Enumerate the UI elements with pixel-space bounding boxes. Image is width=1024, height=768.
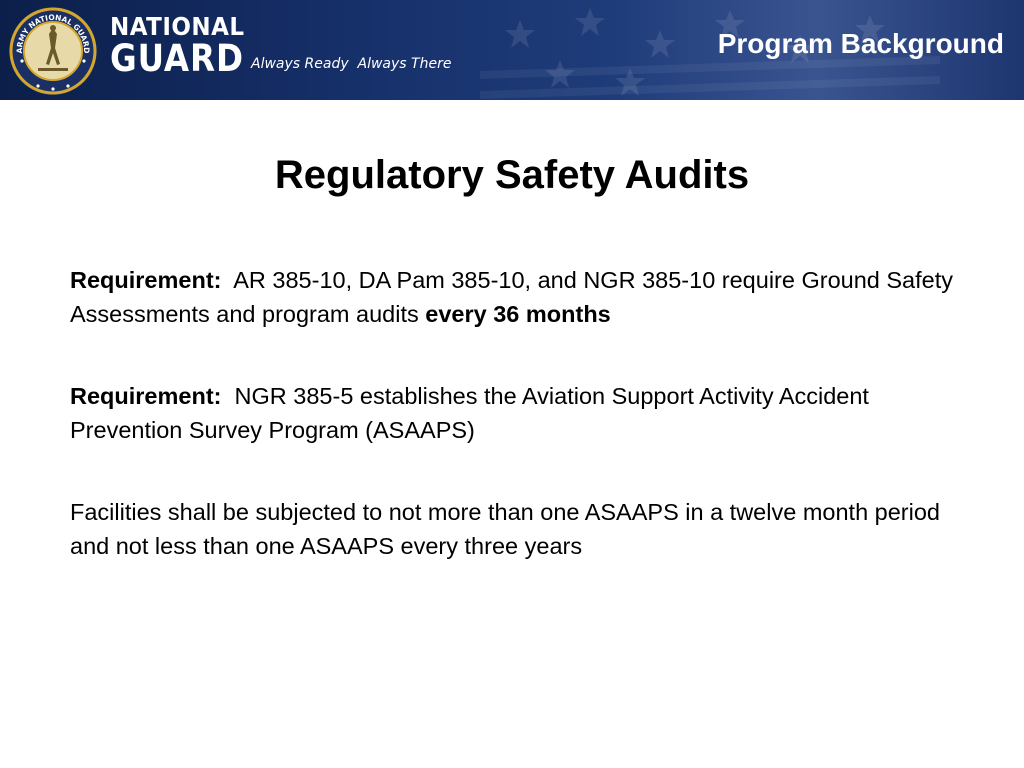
paragraph-requirement-2 xyxy=(70,379,970,447)
requirement-text: AR 385-10, DA Pam 385-10, and NGR 385-10 require Ground Safety Assessments and program audits xyxy=(70,267,954,327)
tagline: Always Ready Always There xyxy=(251,56,452,72)
page-title: Regulatory Safety Audits xyxy=(274,153,750,197)
army-national-guard-seal-icon xyxy=(8,6,98,96)
requirement-emphasis: every 36 months xyxy=(425,301,611,327)
logo-guard: GUARD xyxy=(110,37,244,80)
requirement-label: Requirement: xyxy=(70,383,222,409)
header-banner xyxy=(0,0,1024,100)
facilities-text: Facilities shall be subjected to not more than one ASAAPS in a twelve month period and not less than one ASAAPS every three years xyxy=(70,499,940,559)
requirement-text: NGR 385-5 establishes the Aviation Support Activity Accident Prevention Survey Program (ASAAPS) xyxy=(70,383,869,443)
seal-text: ARMY NATIONAL GUARD xyxy=(14,12,92,54)
paragraph-facilities xyxy=(70,495,970,563)
logo-national: NATIONAL xyxy=(110,12,245,41)
requirement-label: Requirement: xyxy=(70,267,222,293)
paragraph-requirement-1 xyxy=(70,263,970,331)
section-title: Program Background xyxy=(717,28,1004,59)
